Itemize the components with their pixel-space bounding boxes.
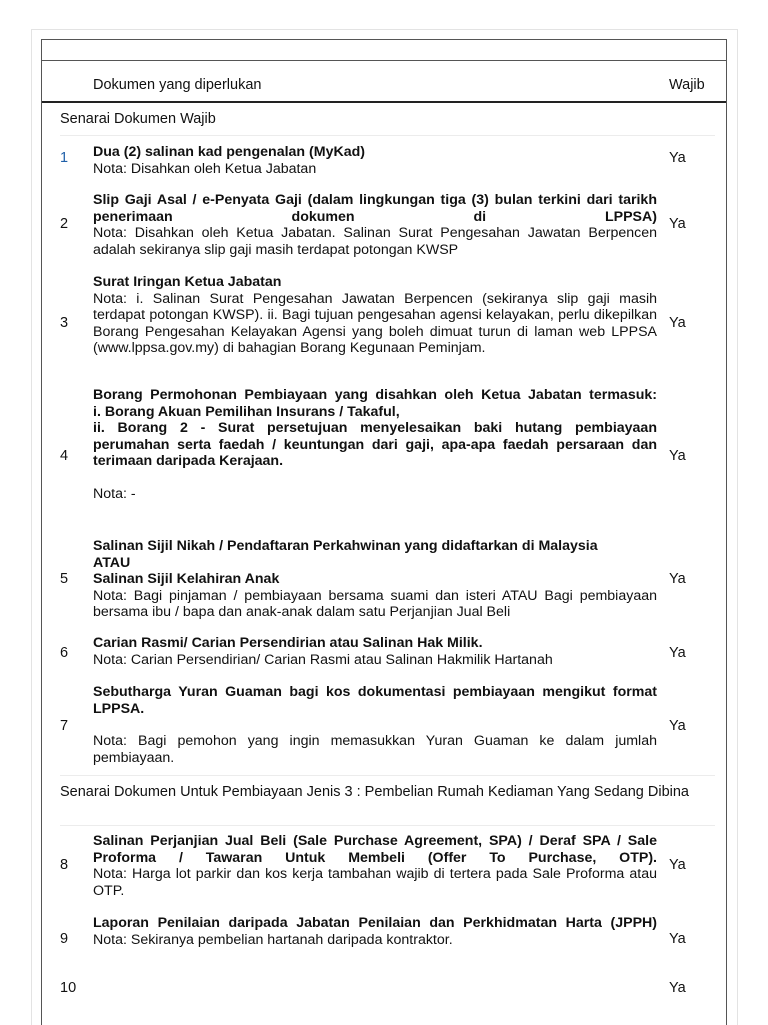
table-top-bar [42,40,726,61]
row-number: 8 [60,857,69,873]
wajib-value: Ya [669,216,686,232]
document-note: Nota: Disahkan oleh Ketua Jabatan [93,160,317,177]
row-number: 7 [60,718,69,734]
section-title: Senarai Dokumen Untuk Pembiayaan Jenis 3 : Pembelian Rumah Kediaman Yang Sedang Dibina [60,784,689,800]
document-note: Nota: Disahkan oleh Ketua Jabatan. Salinan Surat Pengesahan Jawatan Berpencen adalah sekiranya slip gaji masih terdapat potongan KWSP [93,225,657,258]
table-header [42,60,726,103]
document-title: Salinan Sijil Nikah / Pendaftaran Perkahwinan yang didaftarkan di Malaysia [93,538,598,554]
document-table [41,39,727,1025]
row-divider [60,825,715,826]
document-note: Nota: Carian Persendirian/ Carian Rasmi atau Salinan Hakmilik Hartanah [93,651,553,668]
document-note: Nota: i. Salinan Surat Pengesahan Jawatan Berpencen (sekiranya slip gaji masih terdapat potongan KWSP). ii. Bagi tujuan pengesahan agensi kelayakan, perlu dikepilkan Borang Pengesahan Kelayakan Agensi yang boleh dimuat turun di laman web LPPSA (www.lppsa.gov.my) di bahagian Borang Kegunaan Peminjam. [93,290,657,356]
document-title: Slip Gaji Asal / e-Penyata Gaji (dalam lingkungan tiga (3) bulan terkini dari tarikh penerimaan dokumen di LPPSA) [93,192,657,225]
row-number: 1 [60,150,69,166]
document-note: Nota: - [93,485,136,502]
document-title: Dua (2) salinan kad pengenalan (MyKad) [93,144,365,160]
header-document-column: Dokumen yang diperlukan [93,77,262,93]
document-title: Borang Permohonan Pembiayaan yang disahkan oleh Ketua Jabatan termasuk: [93,387,657,403]
document-note: Nota: Sekiranya pembelian hartanah daripada kontraktor. [93,931,453,948]
row-number: 3 [60,315,69,331]
section-title: Senarai Dokumen Wajib [60,111,216,127]
document-note: Nota: Bagi pemohon yang ingin memasukkan Yuran Guaman ke dalam jumlah pembiayaan. [93,733,657,766]
row-number: 5 [60,571,69,587]
header-wajib-column: Wajib [669,77,705,93]
wajib-value: Ya [669,980,686,996]
row-number: 10 [60,980,77,996]
wajib-value: Ya [669,571,686,587]
document-subitem: ii. Borang 2 - Surat persetujuan menyelesaikan baki hutang pembiayaan perumahan serta faedah / keuntungan dari gaji, apa-apa faedah persaraan dan terimaan daripada Kerajaan. [93,420,657,469]
wajib-value: Ya [669,857,686,873]
document-title: Carian Rasmi/ Carian Persendirian atau Salinan Hak Milik. [93,635,483,651]
row-number: 2 [60,216,69,232]
wajib-value: Ya [669,718,686,734]
row-number: 4 [60,448,69,464]
row-divider [60,775,715,776]
wajib-value: Ya [669,150,686,166]
document-title: Salinan Perjanjian Jual Beli (Sale Purchase Agreement, SPA) / Deraf SPA / Sale Proforma / Tawaran Untuk Membeli (Offer To Purchase, OTP). [93,833,657,866]
row-number: 6 [60,645,69,661]
document-subitem: ATAU [93,554,131,571]
wajib-value: Ya [669,448,686,464]
wajib-value: Ya [669,315,686,331]
document-note: Nota: Bagi pinjaman / pembiayaan bersama suami dan isteri ATAU Bagi pembiayaan bersama ibu / bapa dan anak-anak dalam satu Perjanjian Jual Beli [93,587,657,620]
document-title: Sebutharga Yuran Guaman bagi kos dokumentasi pembiayaan mengikut format LPPSA. [93,684,657,717]
row-divider [60,135,715,136]
wajib-value: Ya [669,645,686,661]
document-title: Surat Iringan Ketua Jabatan [93,274,282,290]
document-title: Laporan Penilaian daripada Jabatan Penilaian dan Perkhidmatan Harta (JPPH) [93,915,657,931]
document-subitem: Salinan Sijil Kelahiran Anak [93,571,280,587]
row-number: 9 [60,931,69,947]
wajib-value: Ya [669,931,686,947]
document-note: Nota: Harga lot parkir dan kos kerja tambahan wajib di tertera pada Sale Proforma atau OTP. [93,866,657,899]
document-subitem: i. Borang Akuan Pemilihan Insurans / Takaful, [93,403,400,420]
